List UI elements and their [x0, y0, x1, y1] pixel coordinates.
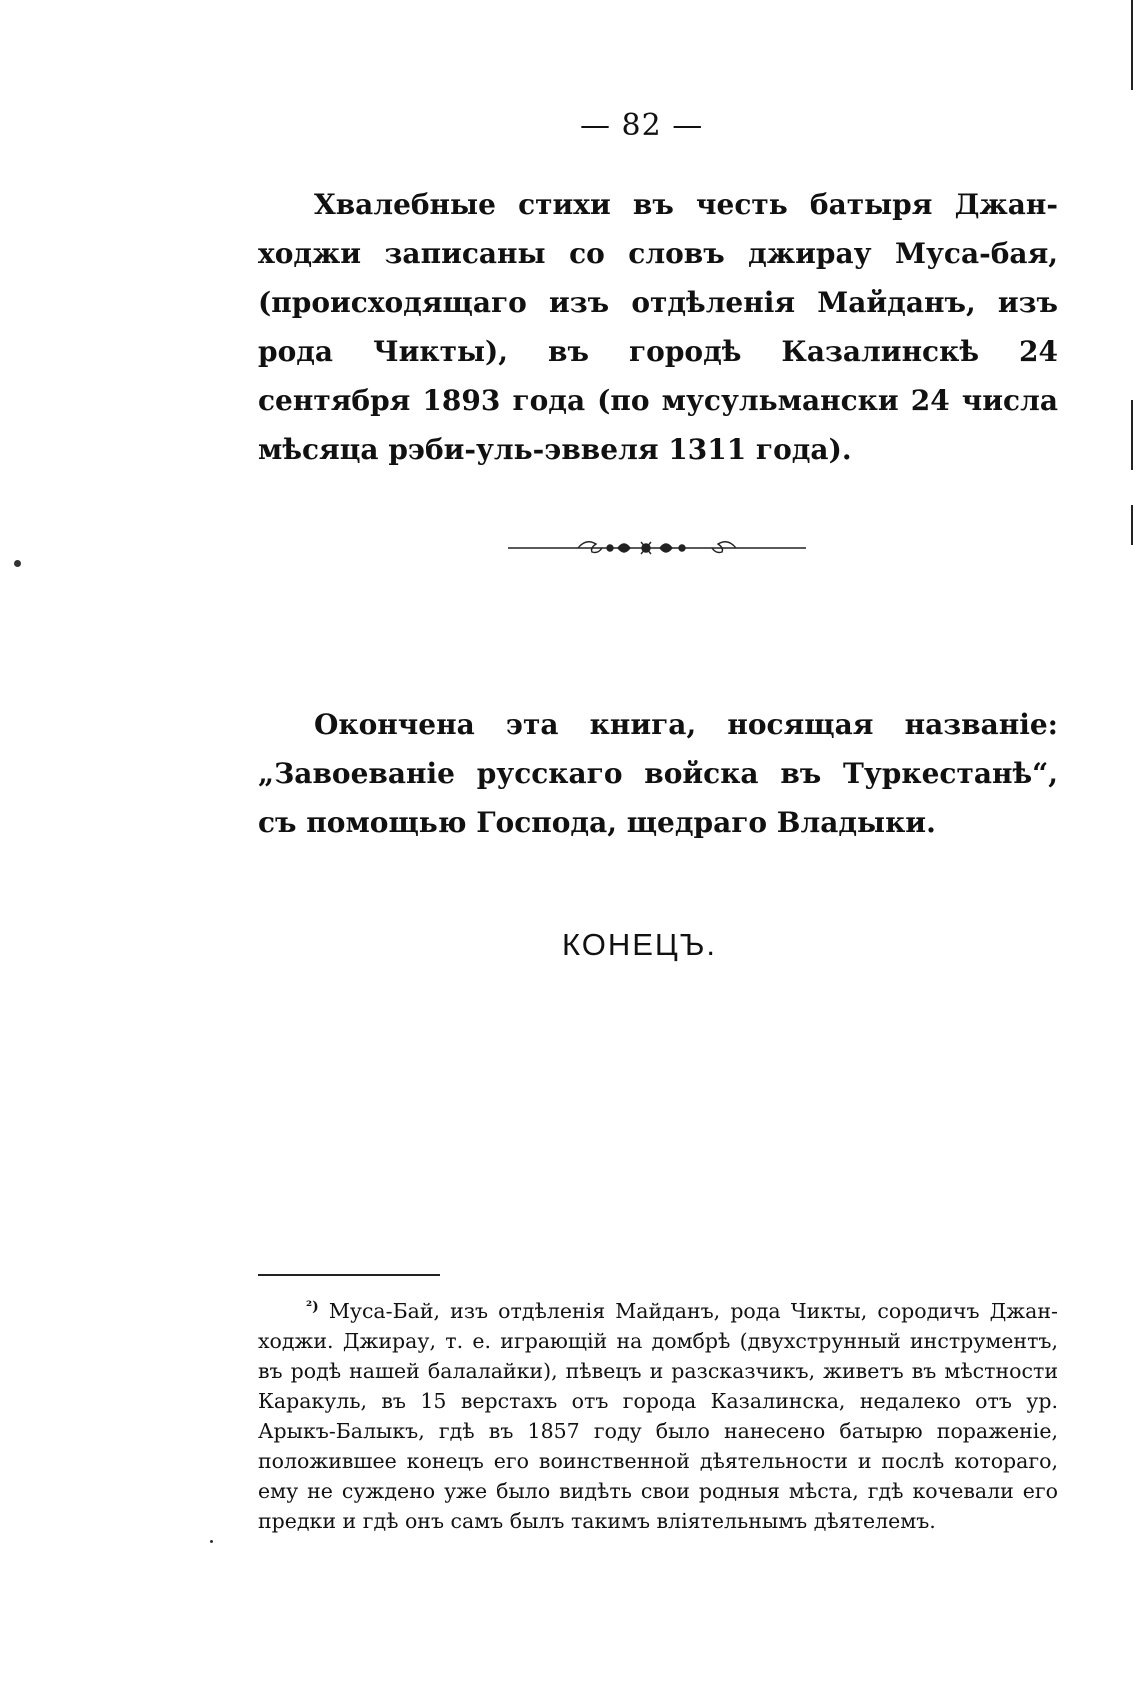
- footnote-marker: ²): [306, 1299, 319, 1315]
- end-word: КОНЕЦЪ.: [562, 927, 717, 962]
- paragraph-book-ending: Окончена эта книга, носящая названіе: „Завоеваніе русскаго войска въ Туркестанѣ“, съ помощью Господа, щедраго Владыки.: [258, 708, 1058, 839]
- scan-edge-line: [1131, 0, 1133, 90]
- paragraph-praise-verses-note: Хвалебные стихи въ честь батыря Джан-ходжи записаны со словъ джирау Муса-бая, (происходящаго изъ отдѣленія Майданъ, изъ рода Чикты), въ городѣ Казалинскѣ 24 сентября 1893 года (по мусульмански 24 числа мѣсяца рэби-уль-эввеля 1311 года).: [258, 188, 1058, 466]
- scan-edge-line: [1131, 505, 1133, 545]
- scan-edge-line: [1131, 400, 1133, 470]
- page-number: — 82 —: [580, 108, 704, 143]
- footnote: [258, 1292, 1058, 1536]
- footnote-rule: [258, 1274, 440, 1276]
- footnote-text: Муса-Бай, изъ отдѣленія Майданъ, рода Чикты, сородичъ Джан-ходжи. Джирау, т. е. играющій на домбрѣ (двухструнный инструментъ, въ родѣ нашей балалайки), пѣвецъ и разсказчикъ, живетъ въ мѣстности Каракуль, въ 15 верстахъ отъ города Казалинска, недалеко отъ ур. Арыкъ-Балыкъ, гдѣ въ 1857 году было нанесено батырю пораженіе, положившее конецъ его воинственной дѣятельности и послѣ котораго, ему не суждено уже было видѣть свои родныя мѣста, гдѣ кочевали его предки и гдѣ онъ самъ былъ такимъ вліятельнымъ дѣятелемъ.: [258, 1299, 1058, 1533]
- scan-speck: [210, 1540, 213, 1543]
- scan-speck: [14, 560, 21, 567]
- ornament-divider: [508, 528, 806, 568]
